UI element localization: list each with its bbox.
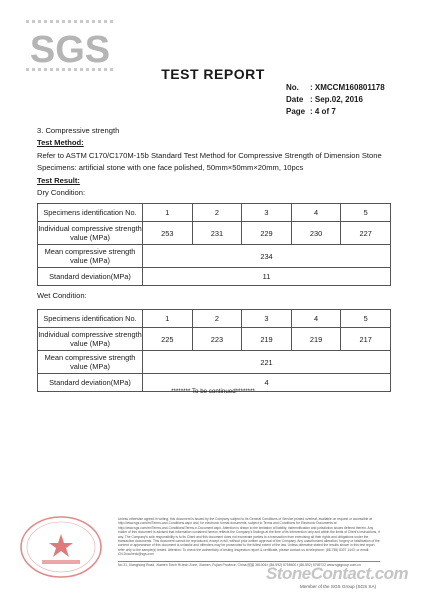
table-cell: 231: [192, 222, 242, 245]
table-row: [38, 222, 391, 245]
row-label-individual: Individual compressive strength value (MPa): [38, 222, 143, 245]
report-body: [37, 125, 393, 199]
table-cell: 11: [143, 268, 391, 286]
table-row: [38, 328, 391, 351]
row-label-sd: Standard deviation(MPa): [38, 374, 143, 392]
report-number-value: : XMCCM160801178: [310, 83, 385, 92]
table-cell: 3: [242, 204, 292, 222]
section-heading: 3. Compressive strength: [37, 126, 120, 135]
report-number-label: No.: [286, 83, 299, 92]
row-label-individual: Individual compressive strength value (MPa): [38, 328, 143, 351]
terms-body: Unless otherwise agreed in writing, this document is issued by the Company subject to its General Conditions of Service printed overleaf, available on request or accessible at http://www.sgs.com/en/Terms-and-Conditions.aspx and, for electronic format documents, subject to Terms and Conditions for Electronic Documents at http://www.sgs.com/en/Terms-and-Conditions/Terms-e-Document.aspx. Attention is drawn to the limitation of liability, indemnification and jurisdiction issues defined therein. Any holder of this document is advised that information contained hereon reflects the Company's findings at the time of its intervention only and within the limits of Client's instructions, if any. The Company's sole responsibility is to its Client and this document does not exonerate parties to a transaction from exercising all their rights and obligations under the transaction documents. This document cannot be reproduced, except in full, without prior written approval of the Company. Any unauthorized alteration, forgery or falsification of the content or appearance of this document is unlawful and offenders may be prosecuted to the fullest extent of the law. Unless otherwise stated the results shown in this test report refer only to the sample(s) tested.: [118, 517, 380, 552]
row-label-sd: Standard deviation(MPa): [38, 268, 143, 286]
table-row: [38, 268, 391, 286]
dry-results-table: [37, 203, 391, 286]
table-row: [38, 245, 391, 268]
table-cell: 2: [192, 310, 242, 328]
table-cell: 219: [242, 328, 292, 351]
table-cell: 219: [291, 328, 341, 351]
table-row: [38, 310, 391, 328]
table-cell: 221: [143, 351, 391, 374]
test-result-heading: Test Result:: [37, 175, 80, 185]
dry-condition-label: Dry Condition:: [37, 187, 86, 197]
member-text: Member of the SGS Group (SGS SA): [300, 584, 377, 589]
test-method-heading: Test Method:: [37, 138, 84, 148]
address-line: No.31, Xianghong Road, Xiamen Torch Hi-tech Zone, Xiamen, Fujian Province, China 邮编 361006 t (86-592) 5755600 f (86-592) 5765722 www.sgsgroup.com.cn: [118, 561, 380, 568]
row-label-id: Specimens identification No.: [38, 310, 143, 328]
report-date-value: : Sep.02, 2016: [310, 95, 363, 104]
report-page-row: [286, 106, 385, 118]
table-cell: 253: [143, 222, 193, 245]
table-cell: 1: [143, 310, 193, 328]
sgs-logo-text: SGS: [29, 29, 111, 71]
table-cell: 4: [291, 310, 341, 328]
report-title: TEST REPORT: [161, 66, 265, 82]
table-cell: 223: [192, 328, 242, 351]
table-cell: 1: [143, 204, 193, 222]
table-cell: 5: [341, 204, 391, 222]
wet-condition-label: Wet Condition:: [37, 291, 87, 300]
table-cell: 5: [341, 310, 391, 328]
wet-results-table: [37, 309, 391, 392]
table-row: [38, 204, 391, 222]
to-be-continued: ******** To be continued********: [171, 388, 255, 395]
report-page-label: Page: [286, 107, 306, 116]
table-cell: 217: [341, 328, 391, 351]
table-row: [38, 351, 391, 374]
table-cell: 4: [143, 374, 391, 392]
table-cell: 225: [143, 328, 193, 351]
report-number-row: [286, 82, 385, 94]
row-label-id: Specimens identification No.: [38, 204, 143, 222]
table-cell: 3: [242, 310, 292, 328]
attention-text: Attention: To check the authenticity of testing /inspection report & certificate, please contact us at telephone: (86-755) 8307 1443, or email: CN.Doccheck@sgs.com: [118, 547, 370, 557]
specimens-text: Specimens: artificial stone with one face polished, 50mm×50mm×20mm, 10pcs: [37, 163, 304, 173]
terms-text: [118, 517, 380, 557]
watermark: StoneContact.com: [266, 564, 409, 583]
table-cell: 227: [341, 222, 391, 245]
table-cell: 234: [143, 245, 391, 268]
report-date-row: [286, 94, 385, 106]
report-page-value: : 4 of 7: [310, 107, 336, 116]
table-cell: 230: [291, 222, 341, 245]
table-cell: 229: [242, 222, 292, 245]
row-label-mean: Mean compressive strength value (MPa): [38, 245, 143, 268]
table-cell: 4: [291, 204, 341, 222]
report-date-label: Date: [286, 95, 304, 104]
table-cell: 2: [192, 204, 242, 222]
row-label-mean: Mean compressive strength value (MPa): [38, 351, 143, 374]
seal-stamp-icon: [18, 514, 104, 580]
test-method-text: Refer to ASTM C170/C170M-15b Standard Test Method for Compressive Strength of Dimension Stone: [37, 150, 382, 160]
report-meta: [286, 82, 385, 118]
